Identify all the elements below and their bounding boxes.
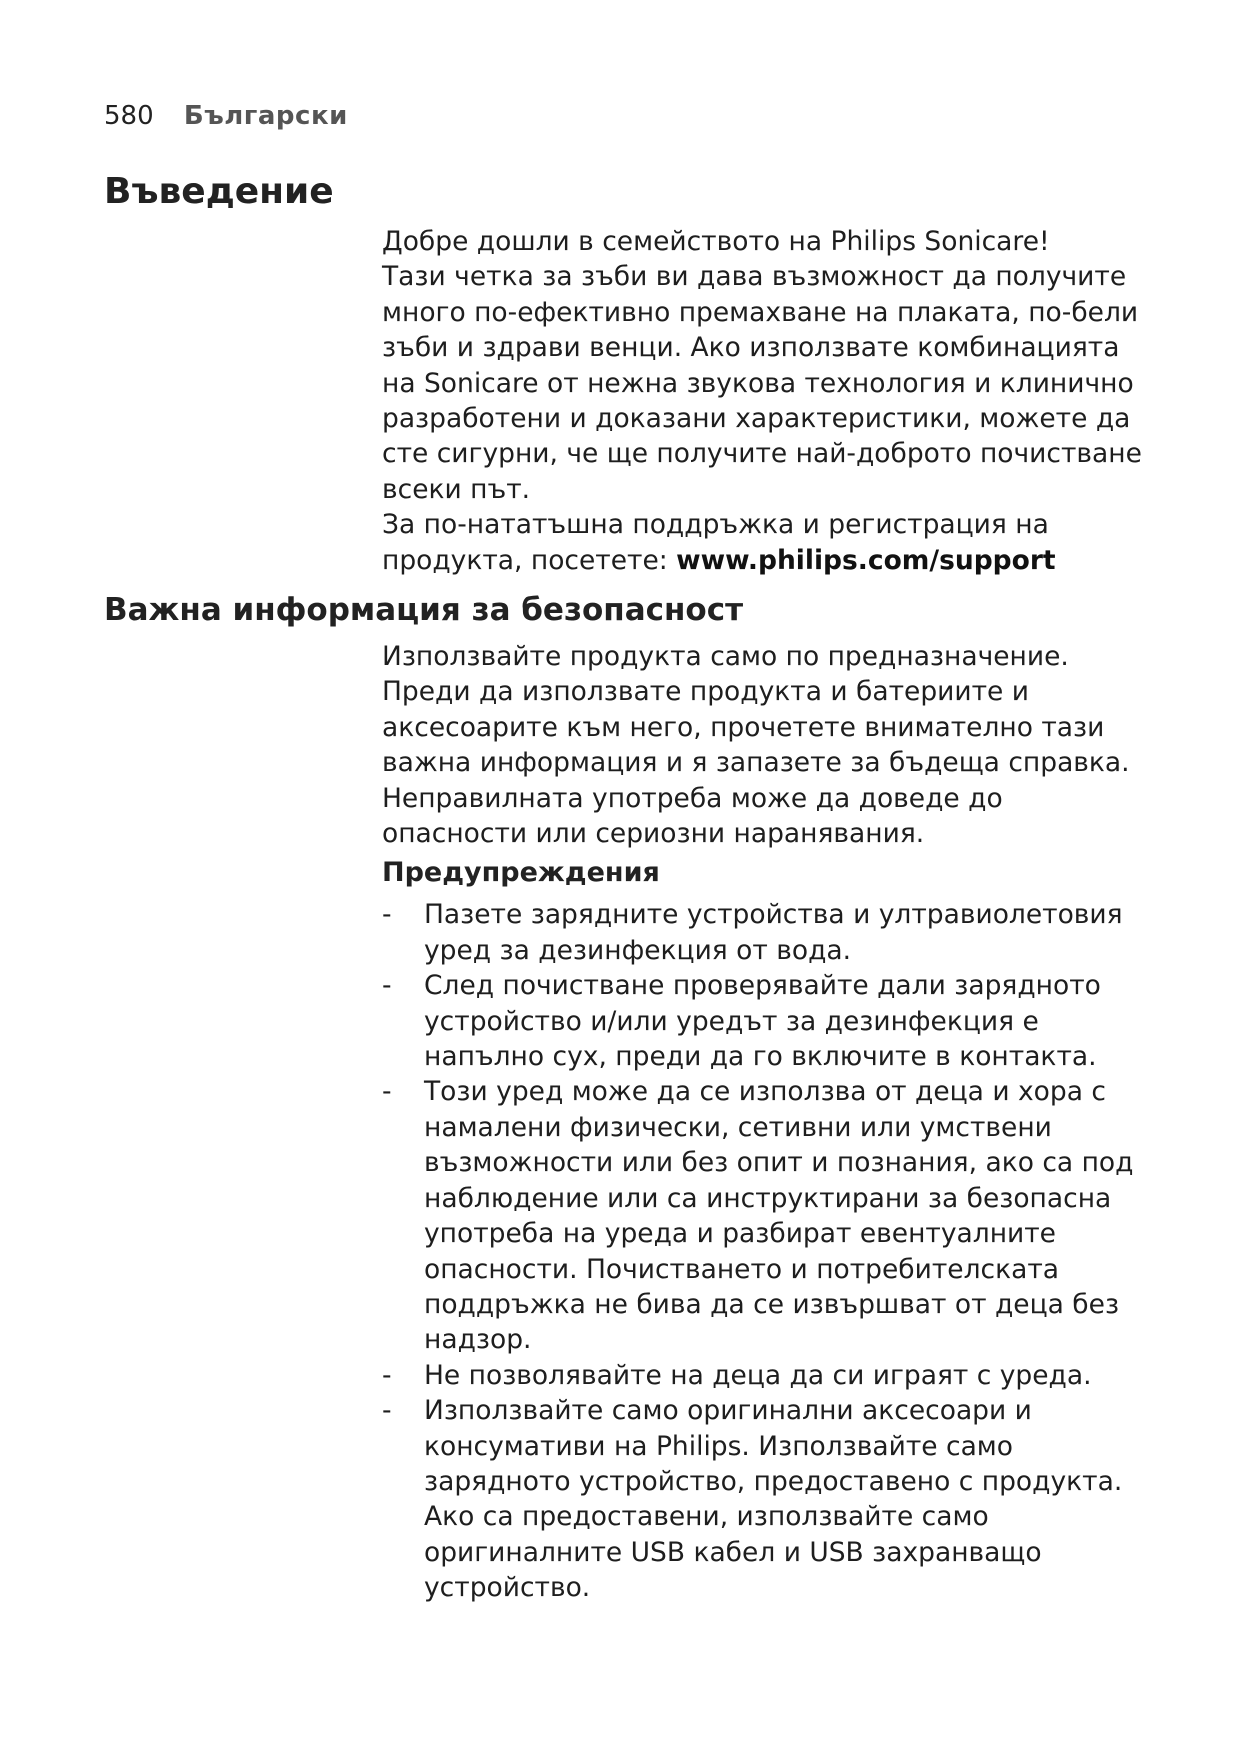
intro-support-text: За по-нататъшна поддръжка и регистрация на продукта, посетете: xyxy=(382,509,1049,576)
warning-item xyxy=(382,897,1142,968)
warning-text: Пазете зарядните устройства и ултравиолетовия уред за дезинфекция от вода. xyxy=(424,899,1123,966)
warning-text: След почистване проверявайте дали зарядното устройство и/или уредът за дезинфекция е напълно сух, преди да го включите в контакта. xyxy=(424,970,1101,1073)
list-dash: - xyxy=(382,970,392,1002)
safety-intended-use: Използвайте продукта само по предназначение. xyxy=(382,641,1069,672)
warning-text: Не позволявайте на деца да си играят с уреда. xyxy=(424,1359,1092,1391)
list-dash: - xyxy=(382,1359,392,1391)
page-header xyxy=(104,98,348,134)
warnings-list xyxy=(382,897,1142,1605)
intro-title: Въведение xyxy=(104,171,334,212)
list-dash: - xyxy=(382,899,392,931)
warnings-heading: Предупреждения xyxy=(382,857,660,889)
warning-text: Използвайте само оригинални аксесоари и консумативи на Philips. Използвайте само зарядното устройство, предоставено с продукта. Ако са предоставени, използвайте само оригиналните USB кабел и USB захранващо устройство. xyxy=(424,1395,1123,1604)
support-link[interactable]: www.philips.com/support xyxy=(676,544,1056,576)
intro-support xyxy=(382,507,1142,578)
warning-item xyxy=(382,1358,1142,1393)
intro-section xyxy=(382,224,1142,578)
list-dash: - xyxy=(382,1395,392,1427)
intro-description: Тази четка за зъби ви дава възможност да получите много по-ефективно премахване на плаката, по-бели зъби и здрави венци. Ако използвате комбинацията на Sonicare от нежна звукова технология и клинично разработени и доказани характеристики, можете да сте сигурни, че ще получите най-доброто почистване всеки път. xyxy=(382,261,1142,505)
safety-section xyxy=(382,639,1142,1606)
intro-welcome: Добре дошли в семейството на Philips Sonicare! xyxy=(382,226,1050,257)
warning-text: Този уред може да се използва от деца и хора с намалени физически, сетивни или умствени възможности или без опит и познания, ако са под наблюдение или са инструктирани за безопасна употреба на уреда и разбират евентуалните опасности. Почистването и потребителската поддръжка не бива да се извършват от деца без надзор. xyxy=(424,1076,1134,1356)
safety-read-info: Преди да използвате продукта и батериите и аксесоарите към него, прочетете внимателно тази важна информация и я запазете за бъдеща справка. Неправилната употреба може да доведе до опасности или сериозни наранявания. xyxy=(382,676,1130,850)
page-language: Български xyxy=(183,101,348,131)
warning-item xyxy=(382,1393,1142,1605)
warning-item xyxy=(382,1074,1142,1357)
page-number: 580 xyxy=(104,101,154,131)
list-dash: - xyxy=(382,1076,392,1108)
warning-item xyxy=(382,968,1142,1074)
safety-title: Важна информация за безопасност xyxy=(104,592,744,628)
